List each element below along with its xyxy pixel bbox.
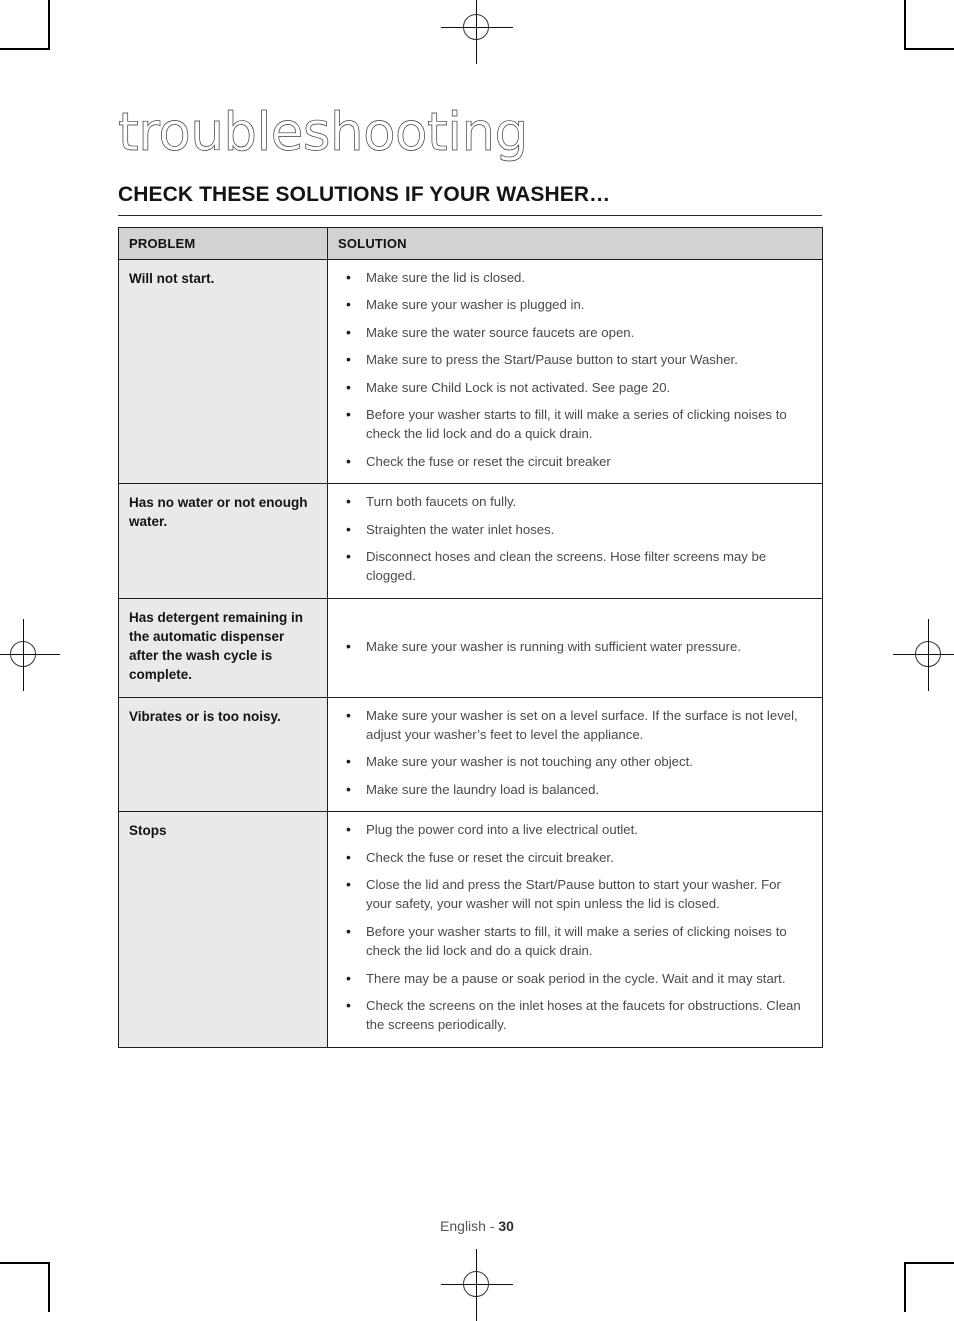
solution-item: • Disconnect hoses and clean the screens. Hose filter screens may be clogged.: [336, 547, 810, 586]
registration-mark-left: [0, 619, 60, 691]
registration-crosshair-horizontal: [441, 1284, 513, 1285]
solution-item: • Make sure to press the Start/Pause button to start your Washer.: [336, 350, 810, 369]
solution-list: [336, 637, 810, 656]
registration-crosshair-vertical: [476, 1249, 477, 1321]
page-title: troubleshooting: [118, 102, 528, 163]
solution-item: • Straighten the water inlet hoses.: [336, 520, 810, 539]
section-heading: CHECK THESE SOLUTIONS IF YOUR WASHER…: [118, 183, 611, 206]
problem-cell: Has detergent remaining in the automatic dispenser after the wash cycle is complete.: [119, 598, 328, 697]
solution-item: • Make sure the lid is closed.: [336, 268, 810, 287]
table-row: [119, 812, 823, 1048]
solution-item: • Make sure your washer is not touching any other object.: [336, 752, 810, 771]
crop-mark-bottom-right: [904, 1262, 954, 1312]
column-header-solution: SOLUTION: [328, 228, 823, 260]
solution-list: [336, 492, 810, 586]
table-body: [119, 260, 823, 1048]
solution-cell: [328, 697, 823, 812]
solution-item: • Make sure Child Lock is not activated. See page 20.: [336, 378, 810, 397]
registration-mark-bottom: [441, 1249, 513, 1321]
solution-item: • Make sure your washer is plugged in.: [336, 295, 810, 314]
solution-item: • Plug the power cord into a live electrical outlet.: [336, 820, 810, 839]
solution-item: • Make sure your washer is running with sufficient water pressure.: [336, 637, 810, 656]
problem-cell: Stops: [119, 812, 328, 1048]
column-header-problem: PROBLEM: [119, 228, 328, 260]
problem-cell: Will not start.: [119, 260, 328, 484]
footer-page-number: 30: [498, 1218, 514, 1234]
solution-item: • Make sure the laundry load is balanced.: [336, 780, 810, 799]
solution-cell: [328, 598, 823, 697]
registration-circle-icon: [915, 641, 941, 667]
problem-cell: Vibrates or is too noisy.: [119, 697, 328, 812]
solution-item: • Check the fuse or reset the circuit breaker: [336, 452, 810, 471]
solution-item: • Before your washer starts to fill, it will make a series of clicking noises to check the lid lock and do a quick drain.: [336, 405, 810, 444]
crop-mark-bottom-left: [0, 1262, 50, 1312]
problem-cell: Has no water or not enough water.: [119, 484, 328, 599]
section-underline-rule: [118, 215, 822, 216]
solution-cell: [328, 260, 823, 484]
solution-item: • Turn both faucets on fully.: [336, 492, 810, 511]
solution-item: • Make sure the water source faucets are open.: [336, 323, 810, 342]
footer-language-label: English -: [440, 1218, 499, 1234]
solution-cell: [328, 812, 823, 1048]
solution-item: • Make sure your washer is set on a level surface. If the surface is not level, adjust your washer’s feet to level the appliance.: [336, 706, 810, 745]
solution-item: • Check the fuse or reset the circuit breaker.: [336, 848, 810, 867]
page-footer: [0, 1218, 954, 1234]
registration-crosshair-vertical: [23, 619, 24, 691]
solution-list: [336, 820, 810, 1035]
solution-list: [336, 268, 810, 471]
solution-list: [336, 706, 810, 800]
registration-circle-icon: [463, 1271, 489, 1297]
table-row: [119, 484, 823, 599]
registration-mark-right: [893, 619, 954, 691]
troubleshooting-table: [118, 227, 823, 1048]
solution-item: • Check the screens on the inlet hoses at the faucets for obstructions. Clean the screens periodically.: [336, 996, 810, 1035]
table-row: [119, 697, 823, 812]
crop-mark-top-right: [904, 0, 954, 50]
solution-cell: [328, 484, 823, 599]
registration-crosshair-vertical: [928, 619, 929, 691]
table-row: [119, 260, 823, 484]
crop-mark-top-left: [0, 0, 50, 50]
solution-item: • There may be a pause or soak period in the cycle. Wait and it may start.: [336, 969, 810, 988]
page-content: [118, 0, 822, 1048]
registration-crosshair-horizontal: [893, 654, 954, 655]
solution-item: • Before your washer starts to fill, it will make a series of clicking noises to check the lid lock and do a quick drain.: [336, 922, 810, 961]
table-row: [119, 598, 823, 697]
registration-circle-icon: [10, 641, 36, 667]
registration-crosshair-horizontal: [0, 654, 60, 655]
table-header-row: [119, 228, 823, 260]
solution-item: • Close the lid and press the Start/Pause button to start your washer. For your safety, your washer will not spin unless the lid is closed.: [336, 875, 810, 914]
